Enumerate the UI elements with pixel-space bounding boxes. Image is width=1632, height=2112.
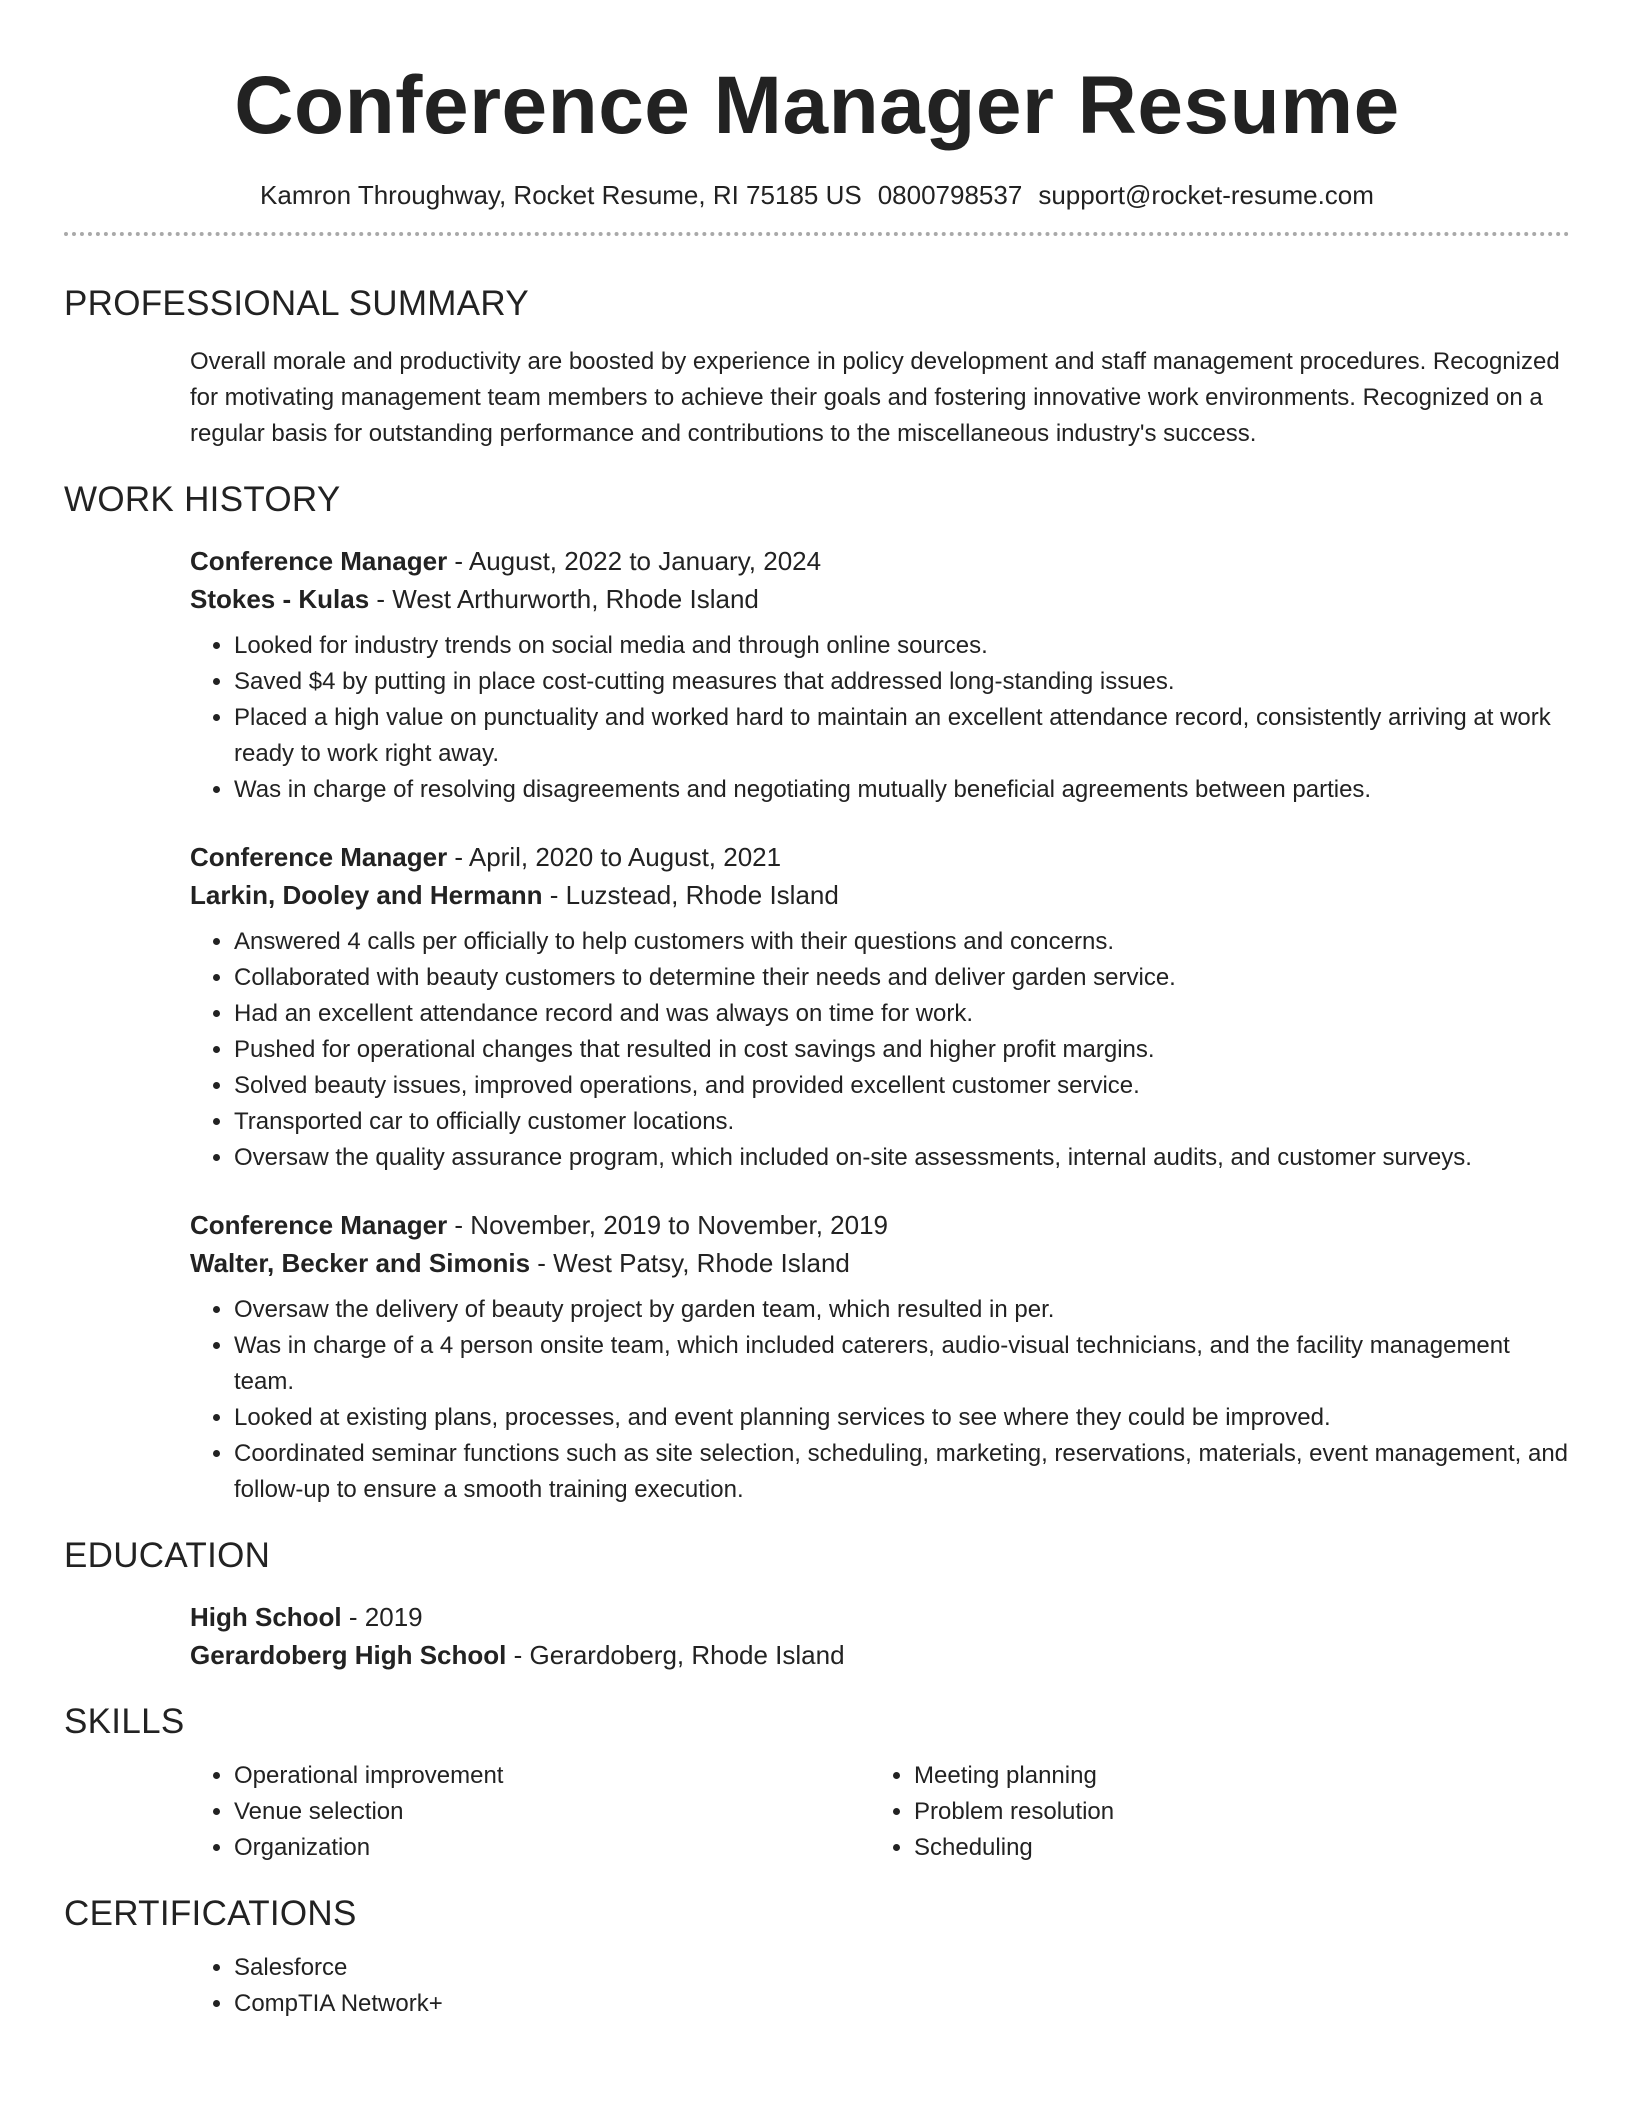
work-history-section	[190, 542, 1570, 1508]
list-item: • Venue selection	[234, 1794, 870, 1830]
job-dates: - April, 2020 to August, 2021	[447, 842, 782, 872]
certifications-heading: CERTIFICATIONS	[64, 1894, 357, 1933]
job-title-line	[190, 838, 1570, 876]
list-item: • Oversaw the quality assurance program, which included on-site assessments, internal audits, and customer surveys.	[234, 1140, 1570, 1176]
summary-section	[190, 344, 1570, 452]
job-company-line	[190, 1244, 1570, 1282]
contact-address: Kamron Throughway, Rocket Resume, RI 75185 US	[260, 180, 862, 210]
skills-heading: SKILLS	[64, 1702, 185, 1741]
job-bullets	[190, 924, 1570, 1176]
list-item: • Transported car to officially customer locations.	[234, 1104, 1570, 1140]
list-item: • Was in charge of a 4 person onsite team, which included caterers, audio-visual technicians, and the facility management team.	[234, 1328, 1570, 1400]
list-item: • Had an excellent attendance record and was always on time for work.	[234, 996, 1570, 1032]
education-degree-line	[190, 1598, 1570, 1636]
education-school: Gerardoberg High School	[190, 1640, 507, 1670]
list-item: • Coordinated seminar functions such as site selection, scheduling, marketing, reservations, materials, event management, and follow-up to ensure a smooth training execution.	[234, 1436, 1570, 1508]
education-school-line	[190, 1636, 1570, 1674]
contact-line	[64, 178, 1570, 212]
list-item: • Meeting planning	[914, 1758, 1550, 1794]
list-item: • Scheduling	[914, 1830, 1550, 1866]
work-history-heading: WORK HISTORY	[64, 480, 341, 519]
job-location: - Luzstead, Rhode Island	[542, 880, 839, 910]
job-entry	[190, 838, 1570, 1176]
resume-page	[64, 0, 1570, 2022]
job-title: Conference Manager	[190, 1210, 448, 1240]
skills-column-right	[870, 1758, 1550, 1866]
list-item: • Organization	[234, 1830, 870, 1866]
education-section	[190, 1598, 1570, 1674]
job-title: Conference Manager	[190, 842, 448, 872]
skills-list	[870, 1758, 1550, 1866]
list-item: • Pushed for operational changes that resulted in cost savings and higher profit margins.	[234, 1032, 1570, 1068]
job-title-line	[190, 1206, 1570, 1244]
list-item: • Salesforce	[234, 1950, 1570, 1986]
list-item: • Saved $4 by putting in place cost-cutting measures that addressed long-standing issues.	[234, 664, 1570, 700]
list-item: • Problem resolution	[914, 1794, 1550, 1830]
list-item: • Was in charge of resolving disagreements and negotiating mutually beneficial agreements between parties.	[234, 772, 1570, 808]
job-company-line	[190, 876, 1570, 914]
job-bullets	[190, 628, 1570, 808]
certifications-list	[190, 1950, 1570, 2022]
job-company-line	[190, 580, 1570, 618]
list-item: • Oversaw the delivery of beauty project by garden team, which resulted in per.	[234, 1292, 1570, 1328]
summary-text: Overall morale and productivity are boosted by experience in policy development and staff management procedures. Recognized for motivating management team members to achieve their goals and fostering innovative work environments. Recognized on a regular basis for outstanding performance and contributions to the miscellaneous industry's success.	[190, 348, 1560, 447]
skills-list	[190, 1758, 870, 1866]
job-entry	[190, 1206, 1570, 1508]
job-bullets	[190, 1292, 1570, 1508]
list-item: • Solved beauty issues, improved operations, and provided excellent customer service.	[234, 1068, 1570, 1104]
contact-phone: 0800798537	[877, 180, 1023, 210]
job-company: Stokes - Kulas	[190, 584, 370, 614]
education-degree: High School	[190, 1602, 342, 1632]
list-item: • Collaborated with beauty customers to determine their needs and deliver garden service.	[234, 960, 1570, 996]
education-year: - 2019	[341, 1602, 423, 1632]
summary-heading: PROFESSIONAL SUMMARY	[64, 284, 529, 323]
dotted-divider	[64, 232, 1570, 236]
list-item: • Placed a high value on punctuality and worked hard to maintain an excellent attendance record, consistently arriving at work ready to work right away.	[234, 700, 1570, 772]
list-item: • Answered 4 calls per officially to help customers with their questions and concerns.	[234, 924, 1570, 960]
job-entry	[190, 542, 1570, 808]
job-dates: - November, 2019 to November, 2019	[447, 1210, 888, 1240]
list-item: • Looked for industry trends on social media and through online sources.	[234, 628, 1570, 664]
education-heading: EDUCATION	[64, 1536, 271, 1575]
job-company: Walter, Becker and Simonis	[190, 1248, 531, 1278]
job-title: Conference Manager	[190, 546, 448, 576]
job-title-line	[190, 542, 1570, 580]
job-location: - West Arthurworth, Rhode Island	[369, 584, 759, 614]
list-item: • Looked at existing plans, processes, and event planning services to see where they could be improved.	[234, 1400, 1570, 1436]
resume-title: Conference Manager Resume	[234, 60, 1400, 151]
skills-column-left	[190, 1758, 870, 1866]
certifications-section	[190, 1950, 1570, 2022]
skills-section	[190, 1758, 1570, 1866]
job-location: - West Patsy, Rhode Island	[530, 1248, 850, 1278]
list-item: • CompTIA Network+	[234, 1986, 1570, 2022]
job-dates: - August, 2022 to January, 2024	[447, 546, 822, 576]
education-location: - Gerardoberg, Rhode Island	[506, 1640, 845, 1670]
list-item: • Operational improvement	[234, 1758, 870, 1794]
contact-email: support@rocket-resume.com	[1038, 180, 1374, 210]
job-company: Larkin, Dooley and Hermann	[190, 880, 543, 910]
